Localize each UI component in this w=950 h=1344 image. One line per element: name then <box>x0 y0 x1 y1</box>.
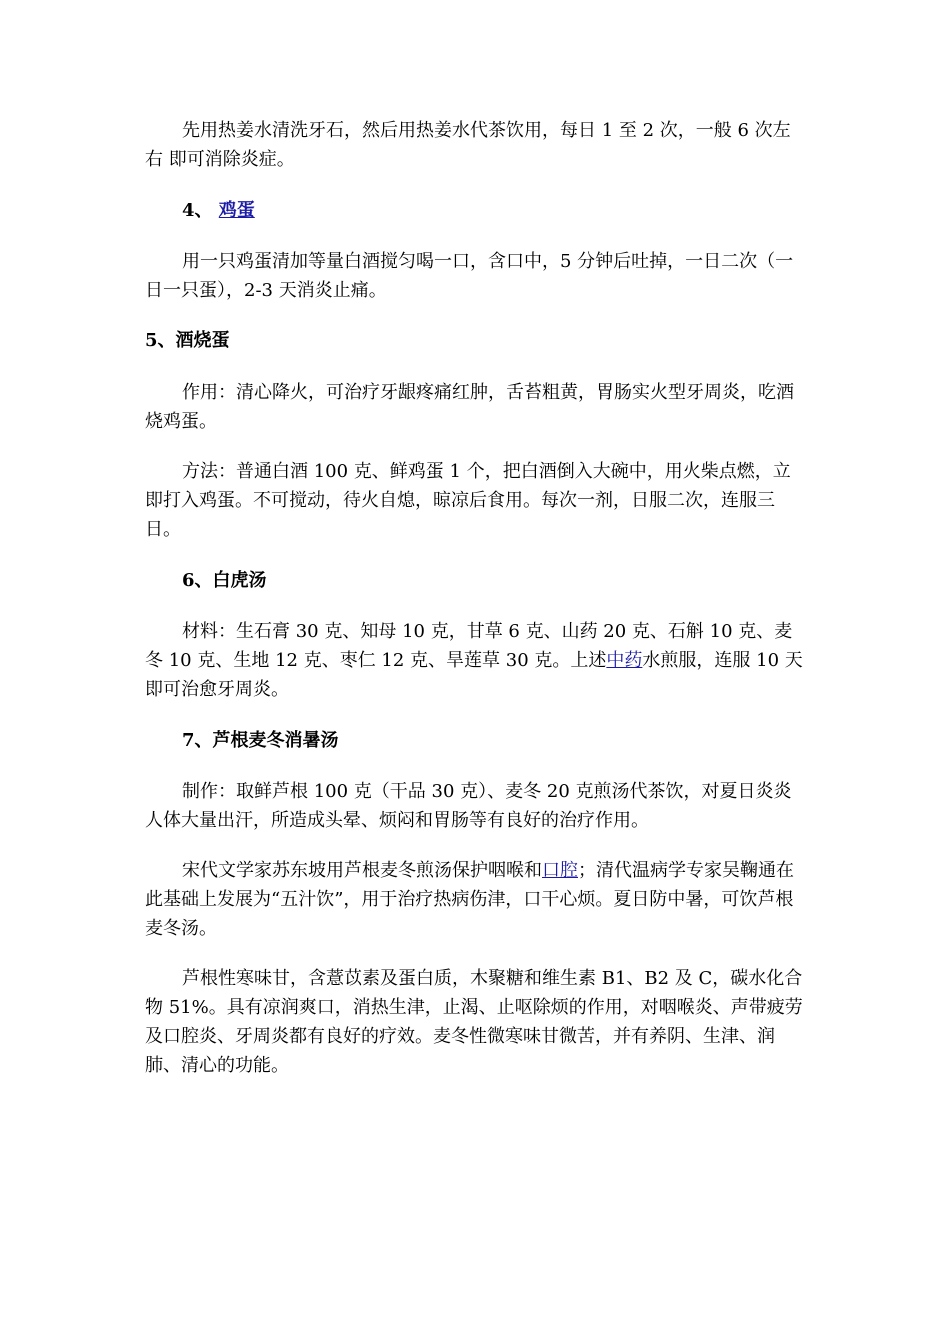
paragraph-text: 水煎服，连服 10 天即可治愈牙周炎。 <box>145 650 803 700</box>
paragraph-wine-egg-usage <box>145 378 805 436</box>
heading-text: 5、酒烧蛋 <box>145 330 230 351</box>
paragraph-reed-root-properties <box>145 964 805 1080</box>
paragraph-text: 用一只鸡蛋清加等量白酒搅匀喝一口，含口中，5 分钟后吐掉，一日二次（一日一只蛋），2-3 天消炎止痛。 <box>145 251 794 301</box>
paragraph-wine-egg-method <box>145 457 805 544</box>
paragraph-text: ；清代温病学专家吴鞠通在此基础上发展为“五汁饮”，用于治疗热病伤津，口干心烦。夏日防中暑，可饮芦根麦冬汤。 <box>145 860 794 939</box>
paragraph-baihu-materials <box>145 617 805 704</box>
heading-baihu-tang <box>145 566 805 595</box>
heading-egg <box>145 196 805 225</box>
paragraph-ginger-water <box>145 116 805 174</box>
oral-cavity-link[interactable]: 口腔 <box>542 860 578 881</box>
heading-text: 7、芦根麦冬消暑汤 <box>182 730 339 751</box>
paragraph-text: 方法：普通白酒 100 克、鲜鸡蛋 1 个，把白酒倒入大碗中，用火柴点燃，立即打入鸡蛋。不可搅动，待火自熄，晾凉后食用。每次一剂，日服二次，连服三日。 <box>145 461 791 540</box>
paragraph-reed-root-preparation <box>145 777 805 835</box>
heading-number: 4、 <box>182 200 219 221</box>
paragraph-text: 作用：清心降火，可治疗牙龈疼痛红肿，舌苔粗黄，胃肠实火型牙周炎，吃酒烧鸡蛋。 <box>145 382 794 432</box>
egg-link[interactable]: 鸡蛋 <box>218 200 255 221</box>
chinese-medicine-link[interactable]: 中药 <box>606 650 643 671</box>
paragraph-text: 芦根性寒味甘，含薏苡素及蛋白质，木聚糖和维生素 B1、B2 及 C，碳水化合物 51%。具有凉润爽口，消热生津，止渴、止呕除烦的作用，对咽喉炎、声带疲劳及口腔炎、牙周炎都有良好的疗效。麦冬性微寒味甘微苦，并有养阴、生津、润肺、清心的功能。 <box>145 968 803 1076</box>
heading-wine-egg <box>145 326 805 355</box>
paragraph-egg-white <box>145 247 805 305</box>
paragraph-text: 先用热姜水清洗牙石，然后用热姜水代茶饮用，每日 1 至 2 次，一般 6 次左右 即可消除炎症。 <box>145 120 791 170</box>
paragraph-text: 制作：取鲜芦根 100 克（干品 30 克）、麦冬 20 克煎汤代茶饮，对夏日炎炎人体大量出汗，所造成头晕、烦闷和胃肠等有良好的治疗作用。 <box>145 781 792 831</box>
paragraph-su-dongpo <box>145 856 805 943</box>
heading-reed-root-soup <box>145 726 805 755</box>
heading-text: 6、白虎汤 <box>182 570 267 591</box>
paragraph-text: 宋代文学家苏东坡用芦根麦冬煎汤保护咽喉和 <box>182 860 542 881</box>
paragraph-text: 材料：生石膏 30 克、知母 10 克，甘草 6 克、山药 20 克、石斛 10 克、麦冬 10 克、生地 12 克、枣仁 12 克、旱莲草 30 克。上述 <box>145 621 793 671</box>
